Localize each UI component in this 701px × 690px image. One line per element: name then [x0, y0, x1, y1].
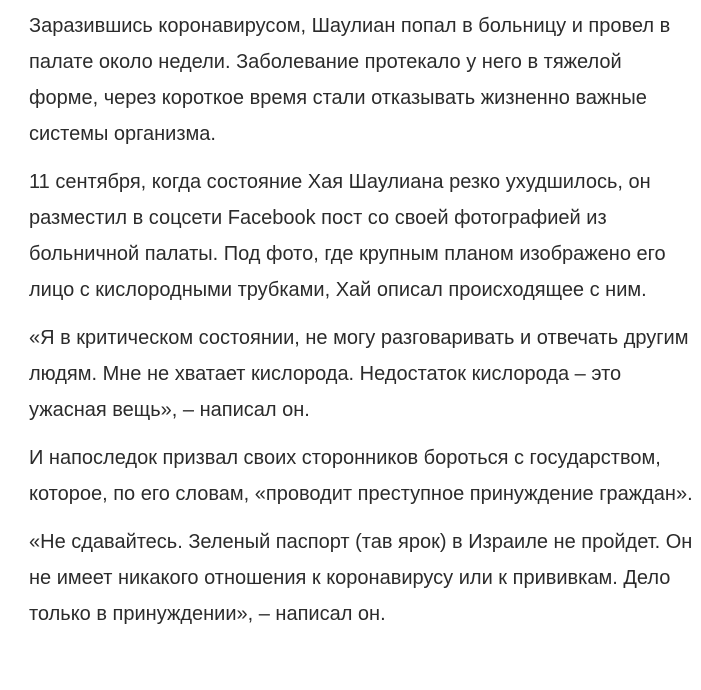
article-paragraph: И напоследок призвал своих сторонников бороться с государством, которое, по его словам, «проводит преступное принуждение граждан». [29, 447, 693, 505]
article-paragraph: Заразившись коронавирусом, Шаулиан попал в больницу и провел в палате около недели. Заболевание протекало у него в тяжелой форме, через короткое время стали отказывать жизненно важные системы организма. [29, 15, 671, 145]
quote-paragraph: «Я в критическом состоянии, не могу разговаривать и отвечать другим людям. Мне не хватает кислорода. Недостаток кислорода – это ужасная вещь», – написал он. [29, 327, 689, 421]
quote-paragraph: «Не сдавайтесь. Зеленый паспорт (тав ярок) в Израиле не пройдет. Он не имеет никакого отношения к коронавирусу или к прививкам. Дело только в принуждении», – написал он. [29, 531, 693, 625]
article-paragraph: 11 сентября, когда состояние Хая Шаулиана резко ухудшилось, он разместил в соцсети Facebook пост со своей фотографией из больничной палаты. Под фото, где крупным планом изображено его лицо с кислородными трубками, Хай описал происходящее с ним. [29, 171, 666, 301]
